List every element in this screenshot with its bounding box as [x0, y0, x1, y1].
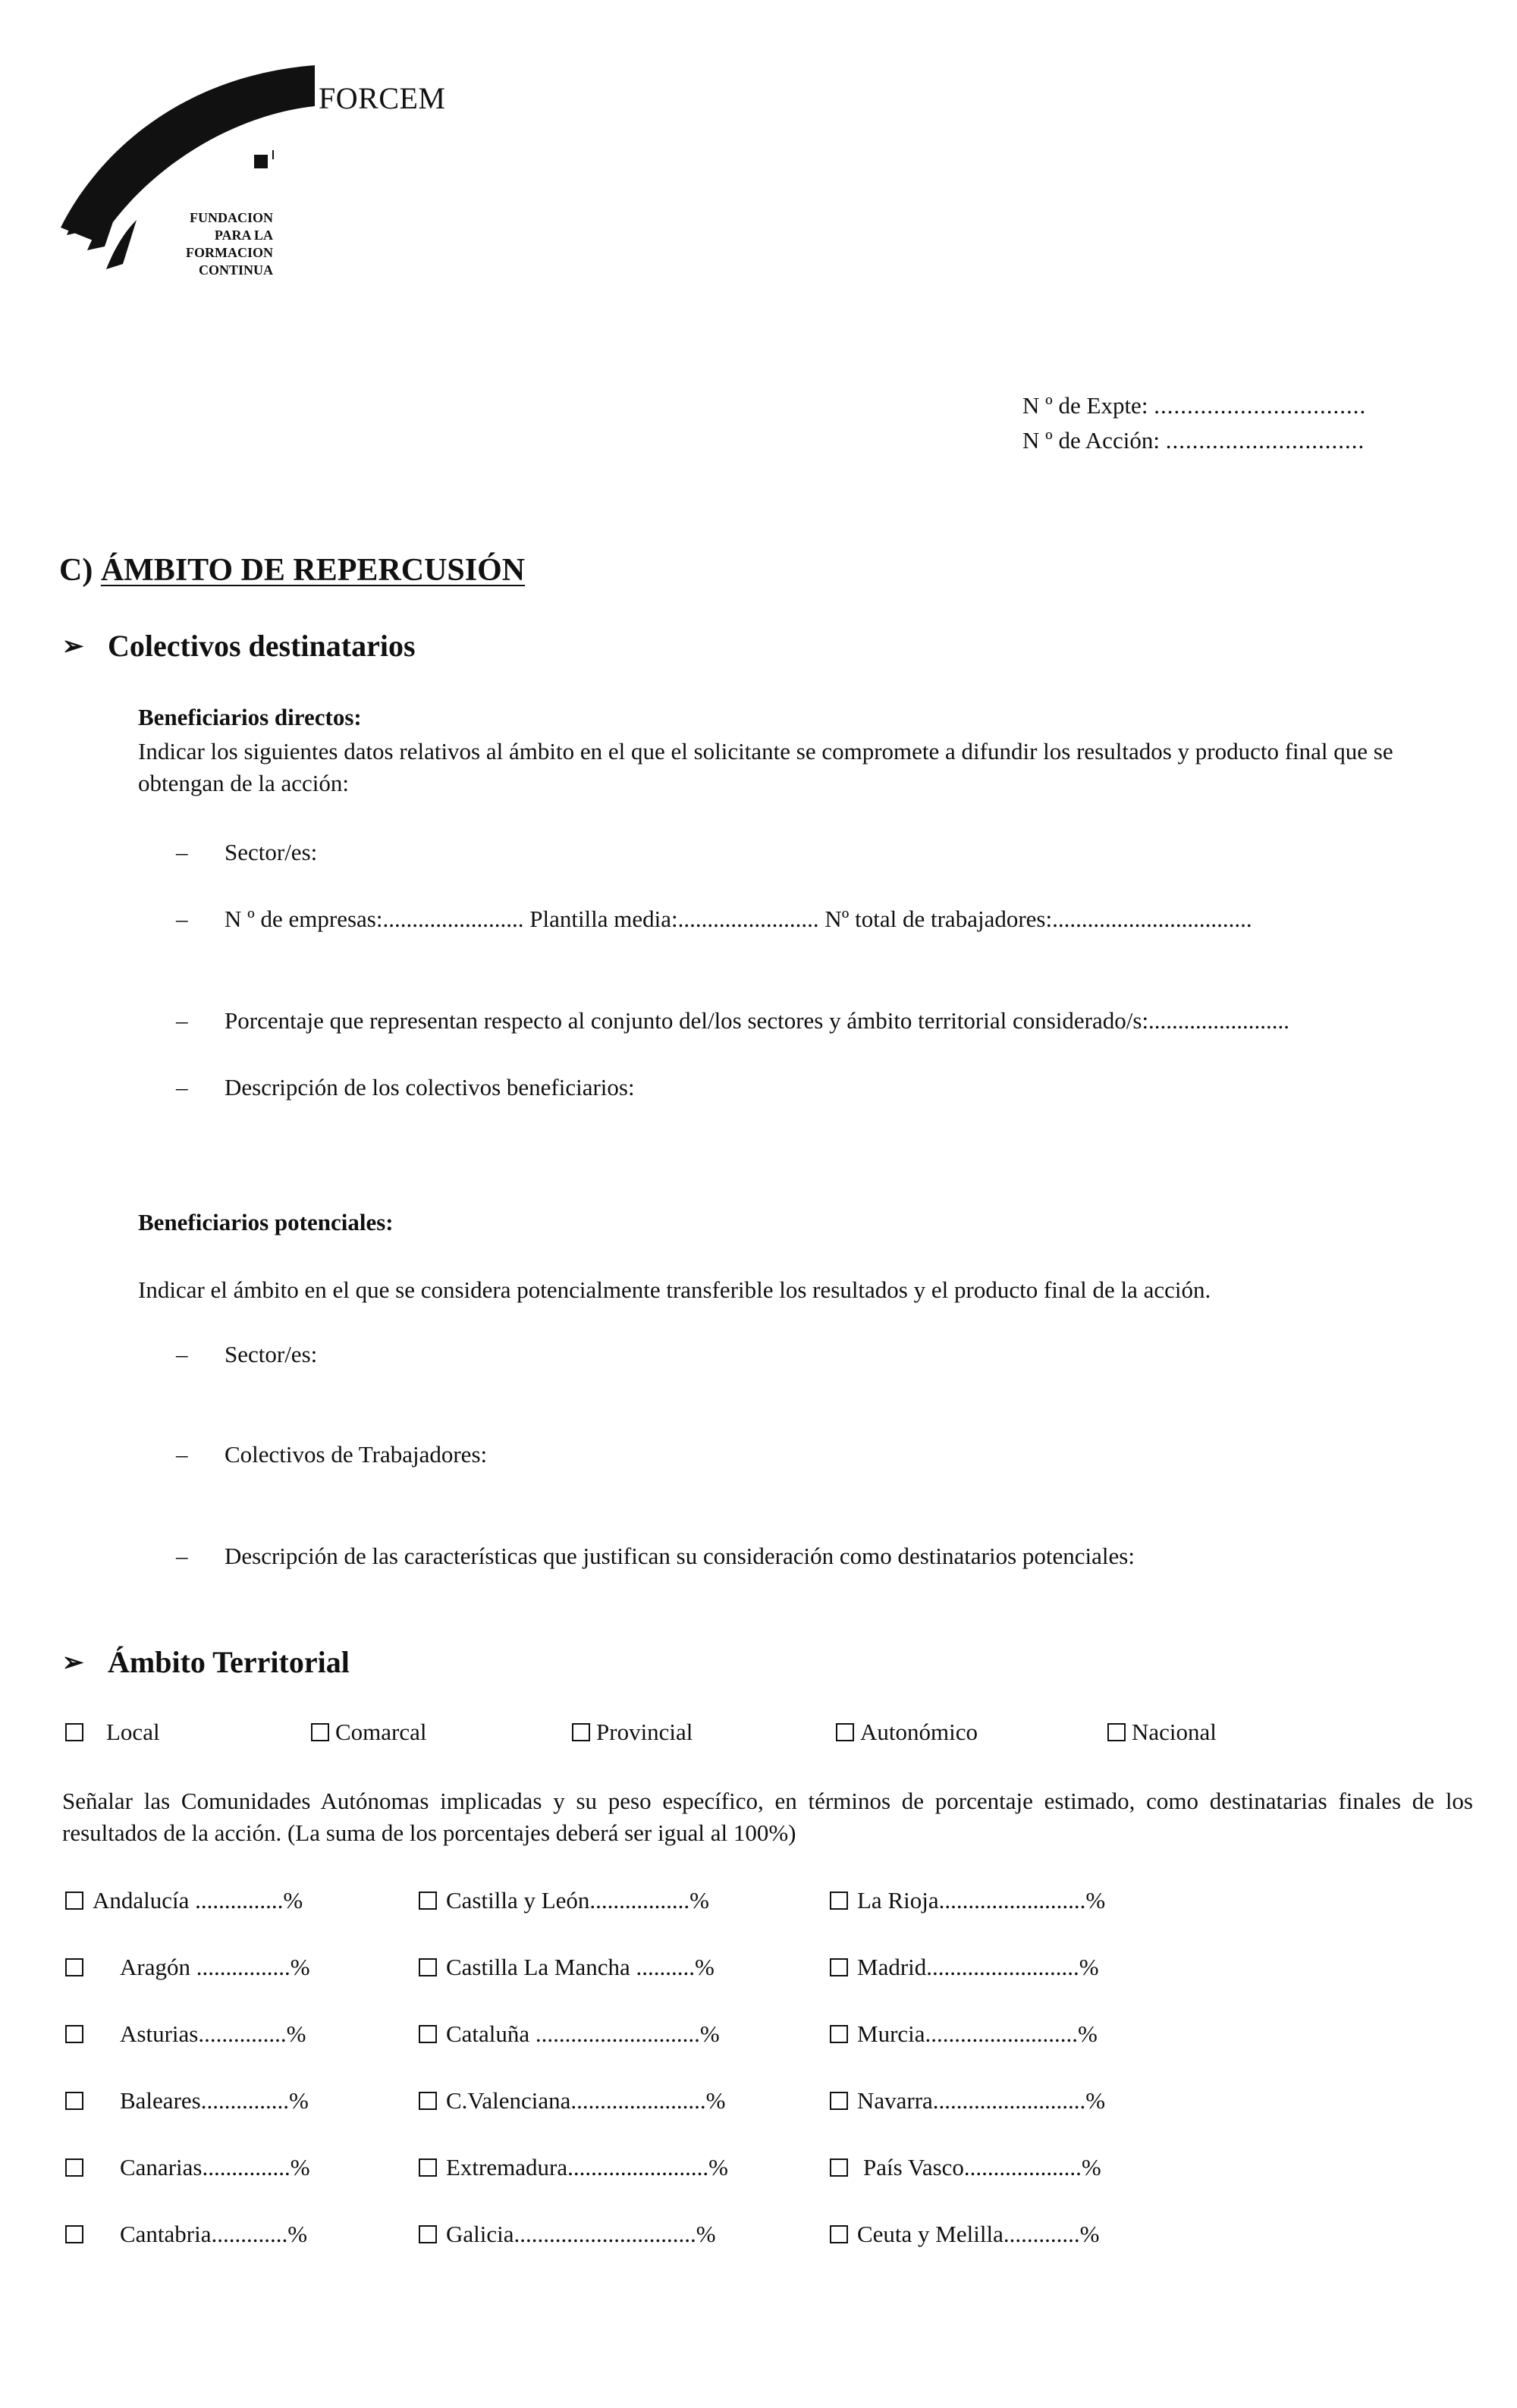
checkbox-icon: [311, 1723, 329, 1741]
checkbox-icon: [65, 1723, 83, 1741]
accion-field[interactable]: N º de Acción: ..............................: [1022, 427, 1365, 454]
checkbox-icon: [419, 1958, 437, 1976]
checkbox-provincial[interactable]: Provincial: [572, 1719, 693, 1746]
checkbox-icon: [419, 2225, 437, 2243]
directos-item-porcentaje[interactable]: – Porcentaje que representan respecto al conjunto del/los sectores y ámbito territorial considerado/s:........................: [176, 1007, 1290, 1034]
comunidad-checkbox[interactable]: La Rioja.........................%: [830, 1887, 1105, 1914]
heading-territorial: ➢ Ámbito Territorial: [62, 1645, 350, 1679]
comunidad-checkbox[interactable]: Castilla y León.................%: [419, 1887, 709, 1914]
checkbox-icon: [419, 2158, 437, 2177]
comunidad-checkbox[interactable]: C.Valenciana.......................%: [419, 2087, 725, 2114]
directos-item-sector[interactable]: – Sector/es:: [176, 839, 318, 865]
comunidad-checkbox[interactable]: Madrid..........................%: [830, 1954, 1099, 1981]
checkbox-icon: [830, 2158, 848, 2177]
checkbox-nacional[interactable]: Nacional: [1107, 1719, 1217, 1746]
potenciales-item-descripcion[interactable]: – Descripción de las características que justifican su consideración como destinatarios potenciales:: [176, 1543, 1135, 1569]
checkbox-icon: [836, 1723, 854, 1741]
checkbox-icon: [830, 1958, 848, 1976]
arrow-bullet-icon: ➢: [62, 1648, 84, 1677]
comunidad-checkbox[interactable]: Andalucía ...............%: [65, 1887, 303, 1914]
checkbox-icon: [1107, 1723, 1126, 1741]
checkbox-icon: [65, 2025, 83, 2043]
comunidad-checkbox[interactable]: Castilla La Mancha ..........%: [419, 1954, 715, 1981]
comunidad-checkbox[interactable]: Navarra..........................%: [830, 2087, 1105, 2114]
logo-wordmark: FORCEM: [319, 81, 446, 115]
checkbox-icon: [830, 2225, 848, 2243]
checkbox-icon: [65, 2158, 83, 2177]
file-reference-block: [1022, 388, 1366, 458]
potenciales-label: Beneficiarios potenciales:: [138, 1209, 394, 1235]
checkbox-icon: [830, 1892, 848, 1910]
directos-intro: Indicar los siguientes datos relativos al ámbito en el que el solicitante se compromete a difundir los resultados y producto final que se obtengan de la acción:: [138, 738, 1393, 796]
comunidad-checkbox[interactable]: Aragón ................%: [65, 1954, 310, 1981]
comunidad-checkbox[interactable]: Ceuta y Melilla.............%: [830, 2221, 1099, 2248]
directos-item-descripcion[interactable]: – Descripción de los colectivos beneficiarios:: [176, 1074, 635, 1100]
checkbox-icon: [65, 2092, 83, 2110]
arrow-bullet-icon: ➢: [62, 632, 84, 661]
comunidad-checkbox[interactable]: País Vasco....................%: [830, 2154, 1101, 2181]
potenciales-item-sector[interactable]: – Sector/es:: [176, 1341, 318, 1367]
checkbox-comarcal[interactable]: Comarcal: [311, 1719, 427, 1746]
comunidad-checkbox[interactable]: Asturias...............%: [65, 2020, 306, 2048]
comunidad-checkbox[interactable]: Galicia...............................%: [419, 2221, 716, 2248]
directos-label: Beneficiarios directos:: [138, 704, 362, 730]
checkbox-icon: [830, 2025, 848, 2043]
checkbox-icon: [419, 2092, 437, 2110]
comunidad-checkbox[interactable]: Extremadura........................%: [419, 2154, 728, 2181]
expte-field[interactable]: N º de Expte: ................................: [1022, 392, 1367, 419]
territorial-instruction: Señalar las Comunidades Autónomas implicadas y su peso específico, en términos de porcentaje estimado, como destinatarias finales de los resultados de la acción. (La suma de los porcentajes deberá ser igual al 100%): [62, 1788, 1473, 1846]
comunidad-checkbox[interactable]: Baleares...............%: [65, 2087, 309, 2114]
comunidad-checkbox[interactable]: Cataluña ............................%: [419, 2020, 720, 2048]
checkbox-icon: [572, 1723, 590, 1741]
checkbox-icon: [65, 2225, 83, 2243]
checkbox-icon: [830, 2092, 848, 2110]
checkbox-autonomico[interactable]: Autonómico: [836, 1719, 978, 1746]
heading-colectivos: ➢ Colectivos destinatarios: [62, 629, 416, 663]
checkbox-icon: [65, 1958, 83, 1976]
comunidad-checkbox[interactable]: Canarias...............%: [65, 2154, 310, 2181]
potenciales-intro: Indicar el ámbito en el que se considera potencialmente transferible los resultados y el producto final de la acción.: [138, 1276, 1211, 1303]
checkbox-icon: [419, 2025, 437, 2043]
directos-item-empresas[interactable]: – N º de empresas:........................ Plantilla media:........................ Nº total de trabajadores:..................................: [176, 906, 1252, 932]
comunidad-checkbox[interactable]: Murcia..........................%: [830, 2020, 1098, 2048]
checkbox-icon: [65, 1892, 83, 1910]
checkbox-local[interactable]: Local: [65, 1719, 160, 1746]
section-title: C) ÁMBITO DE REPERCUSIÓN: [59, 553, 526, 588]
logo-foundation-name: FUNDACION PARA LA FORMACION CONTINUA: [186, 210, 273, 278]
logo-square: [254, 155, 268, 168]
comunidad-checkbox[interactable]: Cantabria.............%: [65, 2221, 307, 2248]
checkbox-icon: [419, 1892, 437, 1910]
potenciales-item-colectivos[interactable]: – Colectivos de Trabajadores:: [176, 1441, 488, 1468]
